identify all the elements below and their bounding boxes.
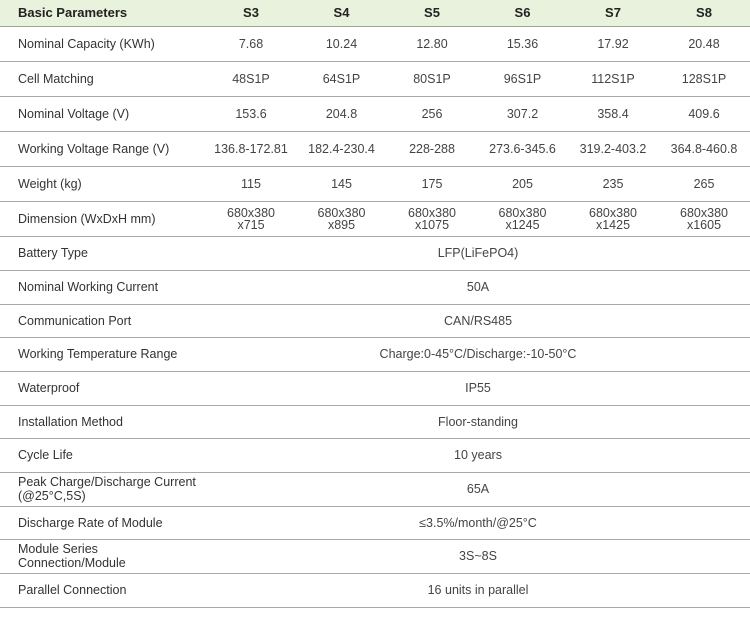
header-row [0,0,750,26]
dimension-cell [568,201,658,236]
dimension-wd: 680x380 [680,205,728,220]
table-cell: 175 [421,176,443,191]
row-label: Parallel Connection [18,583,127,597]
table-cell: 409.6 [688,106,720,121]
shared-value-cell: 65A [466,482,490,496]
shared-value-cell: 10 years [454,448,502,462]
row-label: Cell Matching [18,71,94,86]
table-cell: 182.4-230.4 [308,141,375,156]
table-row [0,131,750,166]
row-label: Waterproof [18,381,80,395]
table-row [0,472,750,506]
dimension-wd: 680x380 [498,205,547,220]
table-cell: 273.6-345.6 [489,141,556,156]
table-cell: 15.36 [506,36,539,51]
shared-value-cell: 3S~8S [459,549,497,563]
dimension-wd: 680x380 [317,205,366,220]
table-row [0,61,750,96]
row-label: Working Temperature Range [18,347,178,361]
row-label: Communication Port [18,313,132,328]
dimension-h: x1075 [414,217,450,232]
row-label: Battery Type [18,246,88,260]
table-row [0,539,750,573]
table-row [0,506,750,539]
column-header-s3: S3 [206,0,296,26]
table-cell: 307.2 [506,106,539,121]
table-cell: 7.68 [238,36,264,51]
table-cell: 136.8-172.81 [214,141,288,156]
table-cell: 128S1P [681,71,727,86]
dimension-cell [658,201,750,236]
table-cell: 228-288 [409,141,455,156]
row-label: Cycle Life [18,448,73,462]
table-cell: 205 [512,176,533,191]
table-row [0,201,750,236]
column-header-s7: S7 [568,0,658,26]
table-cell: 48S1P [232,71,270,86]
dimension-cell [477,201,568,236]
table-row [0,304,750,337]
table-cell: 96S1P [503,71,542,86]
table-row [0,405,750,438]
table-row [0,26,750,61]
row-label: Nominal Voltage (V) [18,106,130,121]
shared-value-cell: 16 units in parallel [427,583,529,597]
dimension-cell [206,201,296,236]
table-cell: 10.24 [325,36,358,51]
table-row [0,270,750,304]
table-cell: 80S1P [413,71,451,86]
table-row [0,96,750,131]
table-cell: 115 [241,176,261,191]
dimension-h: x1245 [505,217,540,232]
row-label: Nominal Working Current [18,280,159,294]
table-cell: 145 [331,176,352,191]
table-cell: 364.8-460.8 [670,141,738,156]
row-label: Weight (kg) [18,176,82,191]
dimension-h: x715 [237,217,265,232]
table-cell: 256 [421,106,443,121]
table-row [0,371,750,405]
table-cell: 265 [693,176,715,191]
row-label: Peak Charge/Discharge Current (@25°C,5S) [18,475,196,503]
table-cell: 204.8 [325,106,358,121]
dimension-cell [296,201,387,236]
shared-value-cell: Floor-standing [438,414,518,429]
dimension-wd: 680x380 [227,205,275,220]
table-cell: 235 [602,176,624,191]
column-header-s4: S4 [296,0,387,26]
table-row [0,573,750,607]
row-label: Dimension (WxDxH mm) [18,211,156,226]
dimension-cell [387,201,477,236]
table-cell: 20.48 [688,36,720,51]
dimension-h: x1425 [595,217,631,232]
row-label: Installation Method [18,414,123,429]
shared-value-cell: CAN/RS485 [443,313,513,328]
table-cell: 358.4 [597,106,629,121]
row-label: Discharge Rate of Module [18,515,163,530]
row-label: Module Series Connection/Module [18,542,126,570]
dimension-h: x895 [327,217,356,232]
table-row [0,438,750,472]
column-header-s8: S8 [658,0,750,26]
shared-value-cell: 50A [466,280,490,294]
table-cell: 64S1P [322,71,361,86]
table-cell: 319.2-403.2 [579,141,647,156]
shared-value-cell: ≤3.5%/month/@25°C [419,515,537,530]
table-cell: 12.80 [416,36,448,51]
table-cell: 112S1P [591,71,635,86]
table-row [0,166,750,201]
column-header-s5: S5 [387,0,477,26]
dimension-wd: 680x380 [589,205,637,220]
table-row [0,236,750,270]
row-label: Nominal Capacity (KWh) [18,36,155,51]
column-header-parameters: Basic Parameters [0,0,206,26]
shared-value-cell: LFP(LiFePO4) [437,246,519,260]
column-header-s6: S6 [477,0,568,26]
shared-value-cell: IP55 [465,381,491,395]
table-row [0,337,750,371]
shared-value-cell: Charge:0-45°C/Discharge:-10-50°C [379,347,577,361]
row-label: Working Voltage Range (V) [18,141,170,156]
table-cell: 153.6 [235,106,267,121]
dimension-h: x1605 [686,217,722,232]
table-cell: 17.92 [597,36,629,51]
dimension-wd: 680x380 [408,205,456,220]
